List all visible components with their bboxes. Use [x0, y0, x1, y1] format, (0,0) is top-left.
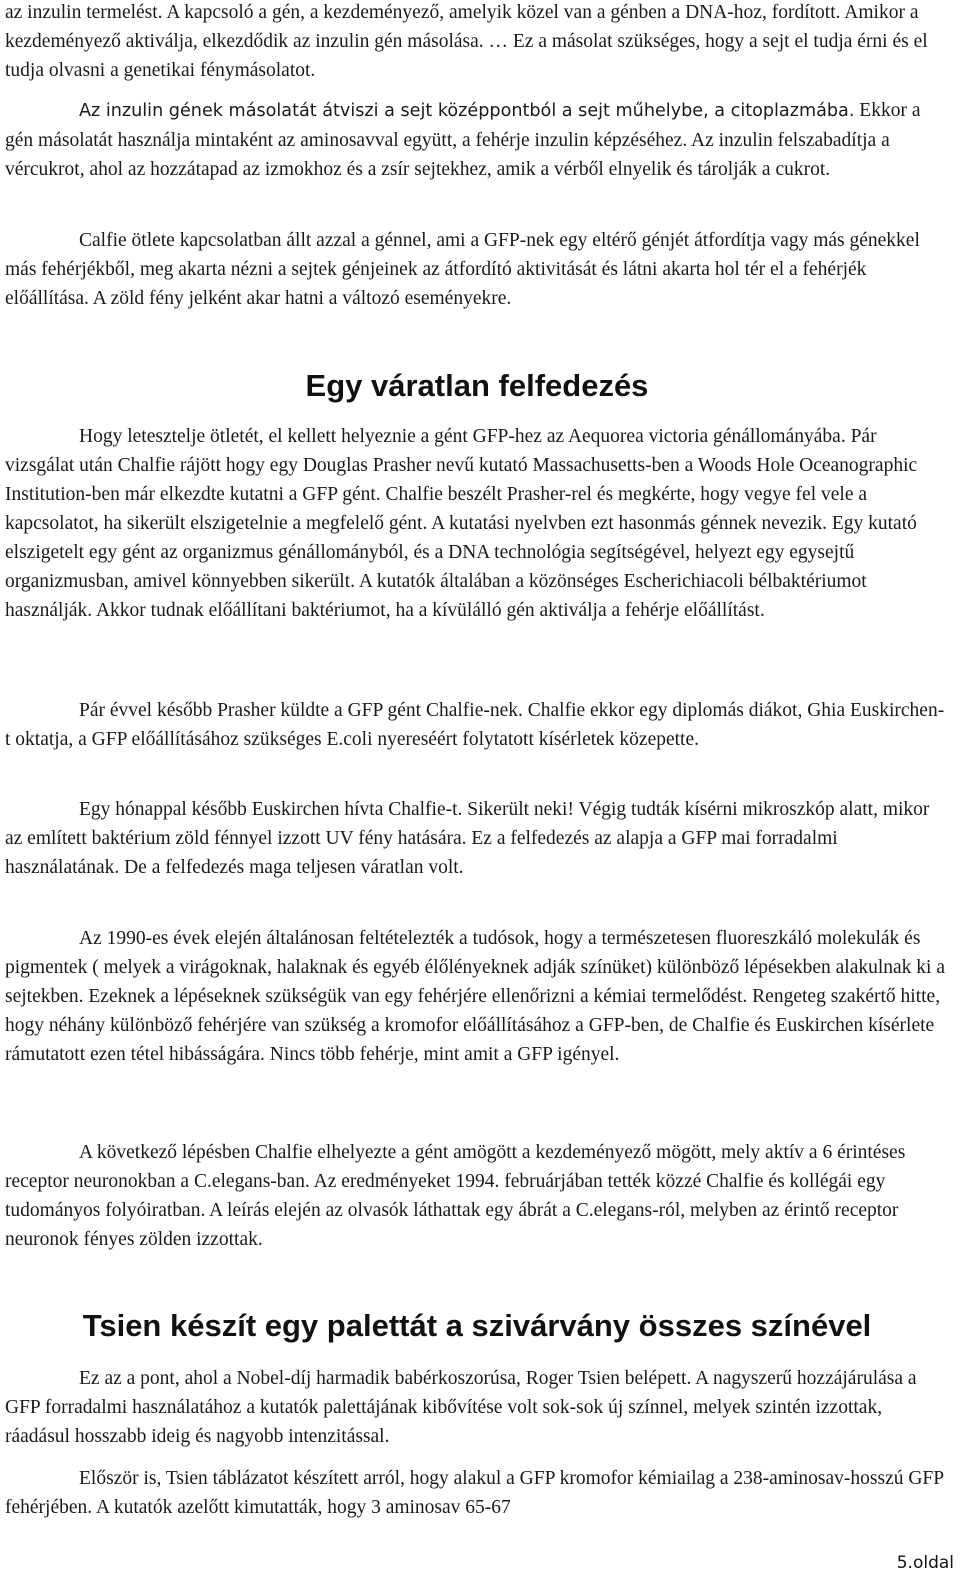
page-number: 5.oldal: [896, 1553, 954, 1573]
paragraph-test-idea: Hogy letesztelje ötletét, el kellett helyeznie a gént GFP-hez az Aequorea victoria génállományába. Pár vizsgálat után Chalfie rájött hogy egy Douglas Prasher nevű kutató Massachusetts-ben a Woods Hole Oceanographic Institution-ben már elkezdte kutatni a GFP gént. Chalfie beszélt Prasher-rel és megkérte, hogy vegye fel vele a kapcsolatot, ha sikerült elszigetelnie a megfelelő gént. A kutatási nyelvben ezt hasonmás génnek nevezik. Egy kutató elszigetelt egy gént az organizmus génállományból, és a DNA technológia segítségével, helyezt egy egysejtű organizmusban, amivel könnyebben sikerült. A kutatók általában a közönséges Escherichiacoli bélbaktériumot használják. Akkor tudnak előállítani baktériumot, ha a kívülálló gén aktiválja a fehérje előállítást.: [5, 426, 918, 621]
paragraph-tsien-chromophore: Először is, Tsien táblázatot készített arról, hogy alakul a GFP kromofor kémiailag a 238-aminosav-hosszú GFP fehérjében. A kutatók azelőtt kimutatták, hogy 3 aminosav 65-67: [5, 1468, 944, 1518]
paragraph-gene-copy-part3: Az inzulin felszabadítja a vércukrot, ahol az hozzátapad az izmokhoz és a zsír sejtekhez, amik a vérből elnyelik és tárolják a cukrot.: [5, 130, 890, 180]
document-page: [5, 0, 949, 1580]
paragraph-gene-copy-part1: Az inzulin gének másolatát átviszi a sejt középpontból a sejt műhelybe, a citoplazmába.: [79, 101, 855, 121]
paragraph-gene-copy: [5, 96, 949, 184]
paragraph-prasher-sent-gene: Pár évvel később Prasher küldte a GFP gént Chalfie-nek. Chalfie ekkor egy diplomás diákot, Ghia Euskirchen-t oktatja, a GFP előállításához szükséges E.coli nyereséért folytatott kísérletek közepette.: [5, 700, 945, 750]
heading-tsien-palette: Tsien készít egy palettát a szivárvány összes színével: [82, 1308, 872, 1343]
paragraph-tsien-enters: Ez az a pont, ahol a Nobel-díj harmadik babérkoszorúsa, Roger Tsien belépett. A nagyszerű hozzájárulása a GFP forradalmi használatához a kutatók palettájának kibővítése volt sok-sok új színnel, melyek szintén izzottak, ráadásul hosszabb ideig és nagyobb intenzitással.: [5, 1368, 917, 1447]
paragraph-calfie-idea: Calfie ötlete kapcsolatban állt azzal a génnel, ami a GFP-nek egy eltérő génjét átfordítja vagy más génekkel más fehérjékből, meg akarta nézni a sejtek génjeinek az átfordító aktivitását és látni akarta hol tér el a fehérjék előállítása. A zöld fény jelként akar hatni a változó eseményekre.: [5, 230, 920, 309]
paragraph-1990s-assumption: Az 1990-es évek elején általánosan feltételezték a tudósok, hogy a természetesen fluoreszkáló molekulák és pigmentek ( melyek a virágoknak, halaknak és egyéb élőlényeknek adják színüket) különböző lépésekben alakulnak ki a sejtekben. Ezeknek a lépéseknek szükségük van egy fehérjére ellenőrizni a kémiai termelődést. Rengeteg szakértő hitte, hogy néhány különböző fehérjére van szükség a kromofor előállításához a GFP-ben, de Chalfie és Euskirchen kísérlete rámutatott ezen tétel hibásságára. Nincs több fehérje, mint amit a GFP igényel.: [5, 928, 945, 1065]
heading-unexpected-discovery: Egy váratlan felfedezés: [305, 368, 649, 403]
paragraph-gene-copy-part2: Ekkor a gén másolatát használja mintaként az aminosavval együtt, a fehérje inzulin képzéséhez.: [5, 100, 921, 151]
paragraph-c-elegans: A következő lépésben Chalfie elhelyezte a gént amögött a kezdeményező mögött, mely aktív a 6 érintéses receptor neuronokban a C.elegans-ban. Az eredményeket 1994. februárjában tették közzé Chalfie és kollégái egy tudományos folyóiratban. A leírás elején az olvasók láthattak egy ábrát a C.elegans-ról, melyben az érintő receptor neuronok fényes zölden izzottak.: [5, 1142, 906, 1250]
paragraph-euskirchen-success: Egy hónappal később Euskirchen hívta Chalfie-t. Sikerült neki! Végig tudták kísérni mikroszkóp alatt, mikor az említett baktérium zöld fénnyel izzott UV fény hatására. Ez a felfedezés az alapja a GFP mai forradalmi használatának. De a felfedezés maga teljesen váratlan volt.: [5, 799, 930, 878]
paragraph-insulin-production: az inzulin termelést. A kapcsoló a gén, a kezdeményező, amelyik közel van a génben a DNA-hoz, fordított. Amikor a kezdeményező aktiválja, elkezdődik az inzulin gén másolása. … Ez a másolat szükséges, hogy a sejt el tudja érni és el tudja olvasni a genetikai fénymásolatot.: [5, 2, 928, 81]
